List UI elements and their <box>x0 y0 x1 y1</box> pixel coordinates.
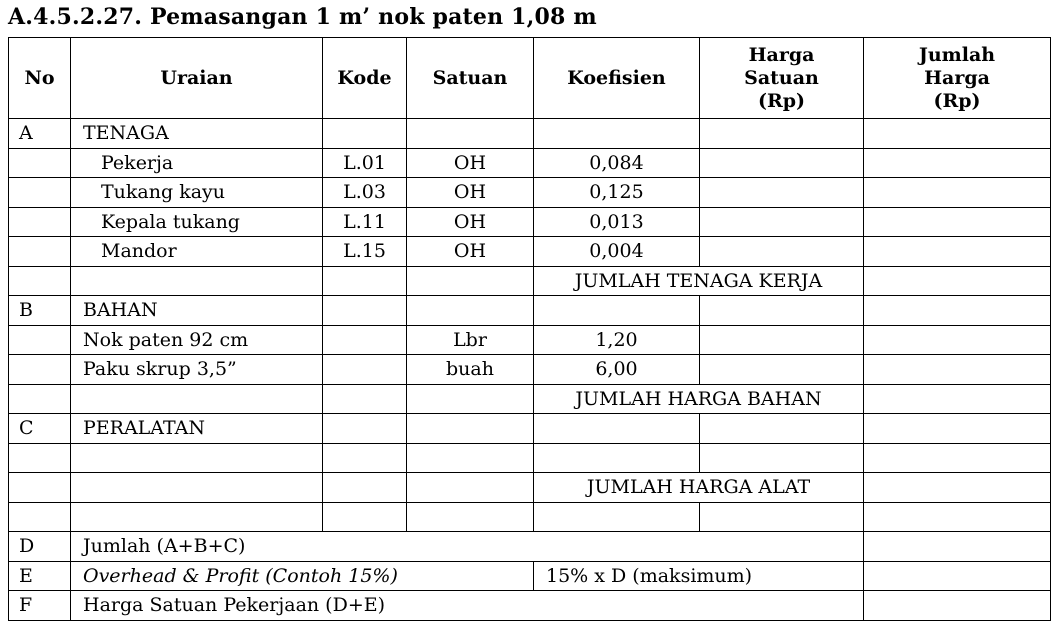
koefisien-cell: 1,20 <box>534 325 700 355</box>
header-uraian: Uraian <box>71 38 323 119</box>
koefisien-cell: 6,00 <box>534 355 700 385</box>
satuan-cell: Lbr <box>407 325 534 355</box>
section-label: TENAGA <box>71 119 323 149</box>
satuan-cell: OH <box>407 178 534 208</box>
satuan-cell: OH <box>407 207 534 237</box>
section-no: A <box>9 119 71 149</box>
subtotal-label: JUMLAH HARGA ALAT <box>534 473 864 503</box>
subtotal-row-bahan <box>9 384 1051 414</box>
table-row <box>9 178 1051 208</box>
table-row <box>9 443 1051 473</box>
table-row <box>9 207 1051 237</box>
kode-cell: L.15 <box>323 237 407 267</box>
satuan-cell: buah <box>407 355 534 385</box>
satuan-cell: OH <box>407 237 534 267</box>
section-row-tenaga <box>9 119 1051 149</box>
analysis-table <box>8 37 1051 621</box>
uraian-cell: Pekerja <box>71 148 323 178</box>
uraian-cell: Mandor <box>71 237 323 267</box>
header-koefisien: Koefisien <box>534 38 700 119</box>
header-satuan: Satuan <box>407 38 534 119</box>
section-no: B <box>9 296 71 326</box>
subtotal-label: JUMLAH TENAGA KERJA <box>534 266 864 296</box>
header-jumlah-harga: Jumlah Harga (Rp) <box>864 38 1051 119</box>
header-kode: Kode <box>323 38 407 119</box>
table-row <box>9 325 1051 355</box>
kode-cell: L.11 <box>323 207 407 237</box>
table-row <box>9 355 1051 385</box>
summary-label: Jumlah (A+B+C) <box>71 532 864 562</box>
section-label: PERALATAN <box>71 414 323 444</box>
summary-row-f <box>9 591 1051 621</box>
summary-label: Harga Satuan Pekerjaan (D+E) <box>71 591 864 621</box>
uraian-cell: Nok paten 92 cm <box>71 325 323 355</box>
koefisien-cell: 0,125 <box>534 178 700 208</box>
kode-cell: L.01 <box>323 148 407 178</box>
header-no: No <box>9 38 71 119</box>
header-harga-satuan: Harga Satuan (Rp) <box>700 38 864 119</box>
uraian-cell: Tukang kayu <box>71 178 323 208</box>
subtotal-row-alat <box>9 473 1051 503</box>
summary-no: D <box>9 532 71 562</box>
uraian-cell: Paku skrup 3,5” <box>71 355 323 385</box>
summary-row-d <box>9 532 1051 562</box>
koefisien-cell: 0,004 <box>534 237 700 267</box>
subtotal-row-tenaga <box>9 266 1051 296</box>
table-row <box>9 502 1051 532</box>
section-no: C <box>9 414 71 444</box>
page-title: A.4.5.2.27. Pemasangan 1 m’ nok paten 1,08 m <box>8 4 597 30</box>
summary-no: F <box>9 591 71 621</box>
table-row <box>9 148 1051 178</box>
kode-cell: L.03 <box>323 178 407 208</box>
koefisien-cell: 0,084 <box>534 148 700 178</box>
summary-row-e <box>9 561 1051 591</box>
summary-formula: 15% x D (maksimum) <box>534 561 864 591</box>
satuan-cell: OH <box>407 148 534 178</box>
koefisien-cell: 0,013 <box>534 207 700 237</box>
uraian-cell: Kepala tukang <box>71 207 323 237</box>
summary-label: Overhead & Profit (Contoh 15%) <box>71 561 534 591</box>
subtotal-label: JUMLAH HARGA BAHAN <box>534 384 864 414</box>
section-row-bahan <box>9 296 1051 326</box>
table-row <box>9 237 1051 267</box>
section-label: BAHAN <box>71 296 323 326</box>
header-row <box>9 38 1051 119</box>
section-row-peralatan <box>9 414 1051 444</box>
summary-no: E <box>9 561 71 591</box>
